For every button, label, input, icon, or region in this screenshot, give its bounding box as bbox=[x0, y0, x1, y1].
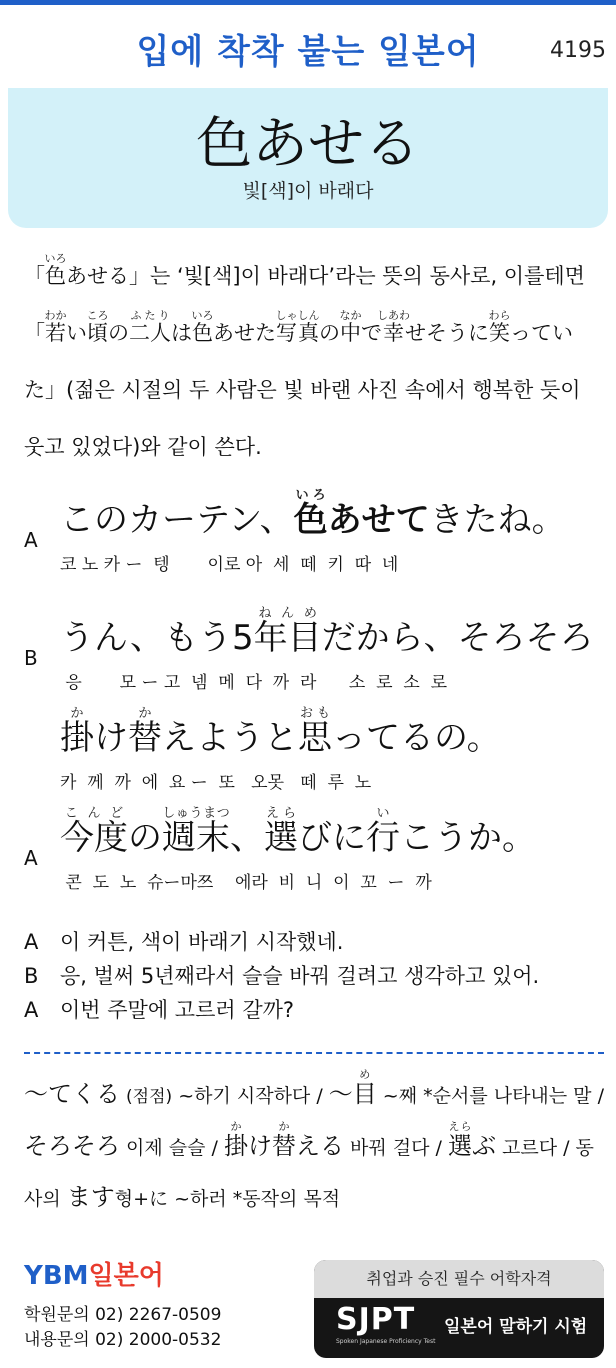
japanese-line: 掛かけ替かえようと思おもってるの。 bbox=[60, 706, 501, 758]
translation-line: A 이번 주말에 고르러 갈까? bbox=[24, 998, 295, 1022]
explain-ruby: 色いろ bbox=[44, 252, 67, 288]
ybm-logo: YBM일본어 bbox=[24, 1261, 164, 1291]
series-title: 입에 착착 붙는 일본어 bbox=[136, 32, 480, 72]
explain-ruby: 笑わら bbox=[488, 309, 511, 345]
japanese-line: うん、もう5年目ねんめだから、そろそろ bbox=[60, 606, 594, 658]
issue-number: 4195 bbox=[550, 38, 606, 63]
dialogue bbox=[24, 488, 604, 926]
vocabulary-notes: 〜てくる (점점) ~하기 시작하다 / 〜目め ~째 *순서를 나타내는 말 / そろそろ 이제 슬슬 / 掛かけ替かえる 바꿔 걸다 / 選えらぶ 고르다 / 동사의 ます형+に ~하러 *동작의 목적 bbox=[24, 1068, 604, 1211]
dialogue-line-1 bbox=[24, 488, 604, 606]
pronunciation-line: 코 노 카 ー 텡 이로 아 세 떼 키 따 네 bbox=[60, 555, 399, 575]
explanation-paragraph bbox=[24, 248, 600, 476]
sjpt-tagline: 취업과 승진 필수 어학자격 bbox=[314, 1260, 604, 1298]
explain-text: っていた」(젊은 시절의 두 사람은 빛 바랜 사진 속에서 행복한 듯이 웃고 있었다)와 같이 쓴다. bbox=[24, 321, 581, 459]
headword-banner bbox=[8, 88, 608, 228]
vocab-term: ます bbox=[66, 1183, 115, 1211]
explain-text: あせる」는 ‘빛[색]이 바래다’라는 뜻의 동사로, 이를테면 「 bbox=[24, 264, 585, 345]
pronunciation-line: 콘 도 노 슈ー마쯔 에라 비 니 이 꼬 ー 까 bbox=[60, 873, 432, 893]
dashed-divider bbox=[24, 1052, 604, 1054]
explain-text: で bbox=[361, 321, 382, 345]
pronunciation-line: 카 께 까 에 요 ー 또 오못 떼 루 노 bbox=[60, 773, 372, 793]
explain-ruby: 若わか bbox=[44, 309, 67, 345]
content-contact: 내용문의 02) 2000-0532 bbox=[24, 1330, 222, 1350]
explain-ruby: 二人ふたり bbox=[129, 309, 171, 345]
headword-meaning: 빛[색]이 바래다 bbox=[242, 180, 374, 202]
dialogue-line-2 bbox=[24, 606, 604, 706]
explain-text: の bbox=[108, 321, 129, 345]
explain-ruby: 色いろ bbox=[191, 309, 214, 345]
explain-text: の bbox=[319, 321, 340, 345]
top-accent-line bbox=[0, 0, 616, 5]
explain-text: い bbox=[66, 321, 87, 345]
explain-text: あせた bbox=[213, 321, 276, 345]
sjpt-ad-box bbox=[314, 1260, 604, 1358]
explain-text: 「 bbox=[24, 264, 45, 288]
dialogue-line-3 bbox=[24, 706, 604, 806]
explain-ruby: 頃ころ bbox=[86, 309, 109, 345]
sjpt-logo: SJPT bbox=[336, 1302, 416, 1337]
headword: 色あせる bbox=[196, 112, 420, 177]
explain-ruby: 中なか bbox=[339, 309, 362, 345]
sjpt-description: 일본어 말하기 시험 bbox=[444, 1317, 588, 1337]
vocab-term: 〜目め bbox=[328, 1068, 377, 1108]
vocab-term: そろそろ bbox=[24, 1132, 120, 1160]
translation-block bbox=[24, 925, 614, 1027]
explain-text: は bbox=[171, 321, 192, 345]
vocab-note: (점점) bbox=[126, 1087, 173, 1107]
explain-ruby: 幸しあわ bbox=[377, 309, 410, 345]
translation-line: B 응, 벌써 5년째라서 슬슬 바꿔 걸려고 생각하고 있어. bbox=[24, 964, 540, 988]
speaker-label: B bbox=[24, 646, 38, 670]
vocab-term: 〜てくる bbox=[24, 1080, 120, 1108]
pronunciation-line: 응 모 ー 고 넴 메 다 까 라 소 로 소 로 bbox=[60, 673, 447, 693]
speaker-label: A bbox=[24, 846, 38, 870]
translation-line: A 이 커튼, 색이 바래기 시작했네. bbox=[24, 930, 344, 954]
japanese-line: 今度こんどの週末しゅうまつ、選えらびに行いこうか。 bbox=[60, 806, 536, 858]
speaker-label: A bbox=[24, 528, 38, 552]
explain-ruby: 写真しゃしん bbox=[275, 309, 320, 345]
vocab-term: 掛かけ替かえる bbox=[223, 1120, 344, 1160]
sjpt-subtitle: Spoken Japanese Proficiency Test bbox=[336, 1338, 436, 1345]
japanese-line: このカーテン、色いろあせてきたね。 bbox=[60, 488, 566, 540]
explain-text: せそうに bbox=[405, 321, 489, 345]
vocab-term: 選えらぶ bbox=[447, 1120, 496, 1160]
dialogue-line-4 bbox=[24, 806, 604, 926]
academy-contact: 학원문의 02) 2267-0509 bbox=[24, 1305, 222, 1325]
